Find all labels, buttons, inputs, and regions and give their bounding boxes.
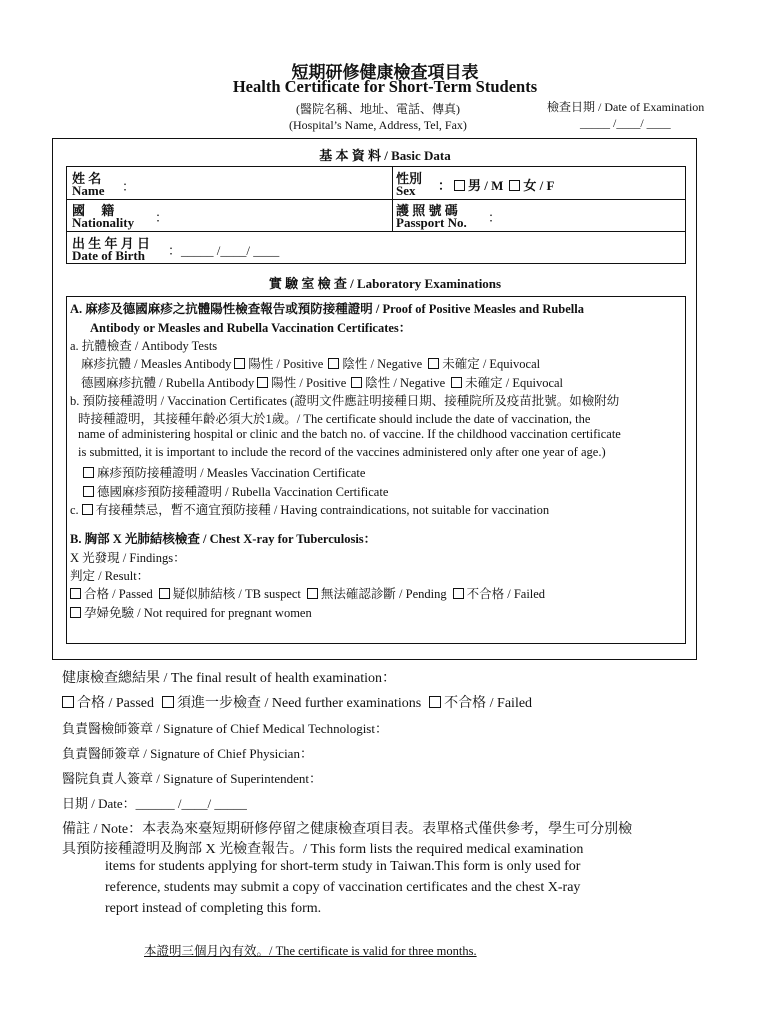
vaccination-line-2: 時接種證明，其接種年齡必須大於1歲。/ The certificate should include the date of vaccination, the — [78, 412, 591, 426]
passed-label: 合格 / Passed — [84, 587, 153, 601]
dob-field[interactable]: ：_____ /____/ ____ — [168, 243, 280, 258]
hospital-info-english: (Hospital’s Name, Address, Tel, Fax) — [289, 118, 467, 132]
rubella-equivocal-checkbox[interactable] — [451, 377, 462, 388]
rubella-positive-checkbox[interactable] — [257, 377, 268, 388]
pregnant-checkbox[interactable] — [70, 607, 81, 618]
vaccination-line-4: is submitted, it is important to include the record of the vaccines administered only after one year of age.) — [78, 445, 606, 459]
title-english: Health Certificate for Short-Term Students — [232, 77, 538, 96]
nationality-label-en: Nationality — [72, 215, 135, 230]
female-label: 女 / F — [523, 178, 555, 193]
further-exam-checkbox[interactable] — [162, 696, 174, 708]
contraindication-checkbox[interactable] — [82, 504, 93, 515]
tb-suspect-checkbox[interactable] — [159, 588, 170, 599]
final-passed-checkbox[interactable] — [62, 696, 74, 708]
female-checkbox[interactable] — [509, 180, 520, 191]
measles-vaccination-row — [80, 463, 365, 481]
sex-options — [438, 175, 554, 194]
final-result-label: 健康檢查總結果 / The final result of health examination： — [62, 671, 396, 686]
passport-label-zh: 護 照 號 碼 — [396, 203, 458, 218]
signature-date[interactable]: 日期 / Date：______ /____/ _____ — [62, 796, 247, 811]
rubella-vaccination-label: 德國麻疹預防接種證明 / Rubella Vaccination Certificate — [97, 485, 389, 499]
final-failed-label: 不合格 / Failed — [444, 696, 533, 711]
measles-vaccination-checkbox[interactable] — [83, 467, 94, 478]
pending-checkbox[interactable] — [307, 588, 318, 599]
name-label-en: Name — [72, 183, 105, 198]
tb-suspect-label: 疑似肺結核 / TB suspect — [172, 587, 301, 601]
divider — [66, 199, 686, 200]
antibody-tests-label: a. 抗體檢查 / Antibody Tests — [70, 339, 218, 353]
measles-equivocal-checkbox[interactable] — [428, 358, 439, 369]
rubella-antibody-label: 德國麻疹抗體 / Rubella Antibody — [81, 376, 255, 390]
basic-data-heading: 基 本 資 料 / Basic Data — [319, 148, 451, 163]
male-checkbox[interactable] — [454, 180, 465, 191]
note-line-4: reference, students may submit a copy of vaccination certificates and the chest X-ray — [105, 880, 581, 895]
rubella-vaccination-row — [80, 482, 388, 500]
section-a-title-cont: Antibody or Measles and Rubella Vaccination Certificates： — [90, 321, 412, 335]
xray-passed-checkbox[interactable] — [70, 588, 81, 599]
section-a-title: A. 麻疹及德國麻疹之抗體陽性檢查報告或預防接種證明 / Proof of Positive Measles and Rubella — [70, 302, 584, 316]
final-failed-checkbox[interactable] — [429, 696, 441, 708]
measles-antibody-label: 麻疹抗體 / Measles Antibody — [81, 357, 232, 371]
rubella-antibody-row — [81, 373, 563, 391]
note-line-5: report instead of completing this form. — [105, 901, 322, 916]
positive-label: 陽性 / Positive — [248, 357, 324, 371]
note-line-3: items for students applying for short-term study in Taiwan.This form is only used for — [105, 859, 581, 874]
measles-vaccination-label: 麻疹預防接種證明 / Measles Vaccination Certificate — [97, 466, 366, 480]
result-label: 判定 / Result： — [70, 569, 150, 583]
male-label: 男 / M — [468, 178, 504, 193]
measles-negative-checkbox[interactable] — [328, 358, 339, 369]
measles-antibody-row — [81, 354, 540, 372]
divider — [392, 166, 393, 231]
xray-result-row — [70, 584, 545, 602]
exam-date-field[interactable]: _____ /____/ ____ — [580, 116, 671, 130]
final-result-options — [62, 692, 532, 712]
dob-label-zh: 出 生 年 月 日 — [72, 236, 151, 251]
signature-technologist[interactable]: 負責醫檢師簽章 / Signature of Chief Medical Technologist： — [62, 721, 388, 736]
pregnant-label: 孕婦免驗 / Not required for pregnant women — [84, 606, 312, 620]
vaccination-line-1: b. 預防接種證明 / Vaccination Certificates (證明文件應註明接種日期、接種院所及疫苗批號。如檢附幼 — [70, 394, 620, 408]
dob-label-en: Date of Birth — [72, 248, 145, 263]
pregnant-row — [70, 603, 312, 621]
positive-label: 陽性 / Positive — [271, 376, 347, 390]
section-b-title: B. 胸部 X 光肺結核檢查 / Chest X-ray for Tuberculosis： — [70, 532, 377, 546]
passport-field[interactable]: ： — [488, 210, 502, 225]
negative-label: 陰性 / Negative — [342, 357, 423, 371]
nationality-field[interactable]: ： — [155, 210, 169, 225]
further-exam-label: 須進一步檢查 / Need further examinations — [177, 696, 422, 711]
sex-label-zh: 性別 — [396, 171, 423, 186]
findings-label[interactable]: X 光發現 / Findings： — [70, 551, 186, 565]
note-line-2: 具預防接種證明及胸部 X 光檢查報告。/ This form lists the required medical examination — [62, 842, 584, 857]
rubella-negative-checkbox[interactable] — [351, 377, 362, 388]
xray-failed-checkbox[interactable] — [453, 588, 464, 599]
final-passed-label: 合格 / Passed — [77, 696, 154, 711]
pending-label: 無法確認診斷 / Pending — [320, 587, 447, 601]
signature-physician[interactable]: 負責醫師簽章 / Signature of Chief Physician： — [62, 746, 313, 761]
failed-label: 不合格 / Failed — [466, 587, 546, 601]
rubella-vaccination-checkbox[interactable] — [83, 486, 94, 497]
c-prefix: c. — [70, 503, 79, 517]
sex-label-en: Sex — [396, 183, 416, 198]
note-line-1: 備註 / Note：本表為來臺短期研修停留之健康檢查項目表。表單格式僅供參考，學生可分別檢 — [62, 822, 633, 837]
contraindication-label: 有接種禁忌，暫不適宜預防接種 / Having contraindications, not suitable for vaccination — [95, 503, 550, 517]
equivocal-label: 未確定 / Equivocal — [442, 357, 541, 371]
contraindication-row — [70, 500, 549, 518]
lab-heading: 實 驗 室 檢 查 / Laboratory Examinations — [268, 276, 502, 291]
title-chinese: 短期研修健康檢查項目表 — [291, 63, 479, 82]
negative-label: 陰性 / Negative — [365, 376, 446, 390]
hospital-info-chinese: (醫院名稱、地址、電話、傳真) — [296, 102, 460, 116]
equivocal-label: 未確定 / Equivocal — [465, 376, 564, 390]
name-label-zh: 姓 名 — [72, 171, 102, 186]
passport-label-en: Passport No. — [396, 215, 467, 230]
signature-superintendent[interactable]: 醫院負責人簽章 / Signature of Superintendent： — [62, 771, 322, 786]
divider — [66, 231, 686, 232]
vaccination-line-3: name of administering hospital or clinic and the batch no. of vaccine. If the childhood vaccination certificate — [78, 427, 621, 441]
name-field[interactable]: ： — [122, 179, 136, 194]
validity-note: 本證明三個月內有效。/ The certificate is valid for three months. — [144, 944, 477, 958]
measles-positive-checkbox[interactable] — [234, 358, 245, 369]
colon: ： — [438, 178, 452, 193]
nationality-label-zh: 國 籍 — [72, 203, 115, 218]
exam-date-label: 檢查日期 / Date of Examination — [547, 100, 705, 114]
